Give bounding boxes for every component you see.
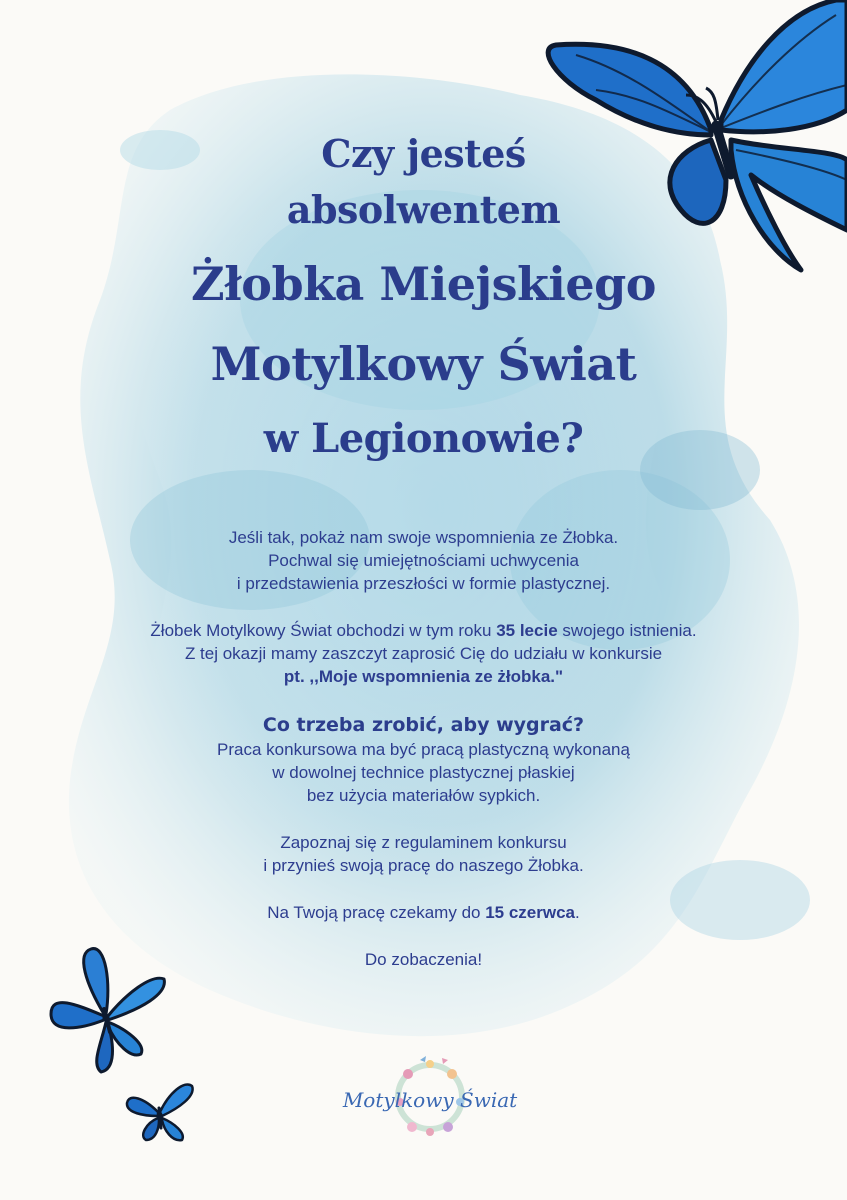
how-to-win-line-1: Praca konkursowa ma być pracą plastyczną wykonaną xyxy=(217,740,630,759)
anniversary-line-1: Żłobek Motylkowy Świat obchodzi w tym roku 35 lecie swojego istnienia. xyxy=(150,621,697,640)
title-line-3: Żłobka Miejskiego xyxy=(191,257,656,311)
intro-line-1: Jeśli tak, pokaż nam swoje wspomnienia ze Żłobka. xyxy=(228,528,619,547)
title-block xyxy=(0,128,847,466)
how-to-win-line-3: bez użycia materiałów sypkich. xyxy=(306,786,541,805)
logo-text: Motylkowy Świat xyxy=(342,1088,518,1112)
how-to-win-heading: Co trzeba zrobić, aby wygrać? xyxy=(262,714,585,736)
title-line-2: absolwentem xyxy=(286,187,561,232)
how-to-win-line-2: w dowolnej technice plastycznej płaskiej xyxy=(272,763,575,782)
title-line-4: Motylkowy Świat xyxy=(210,337,637,391)
closing-line: Do zobaczenia! xyxy=(364,950,483,969)
rules-line-1: Zapoznaj się z regulaminem konkursu xyxy=(280,833,567,852)
butterfly-icon xyxy=(124,1078,196,1144)
intro-line-3: i przedstawienia przeszłości w formie plastycznej. xyxy=(236,574,611,593)
body-text xyxy=(0,526,847,971)
rules-line-2: i przynieś swoją pracę do naszego Żłobka. xyxy=(263,856,584,875)
contest-title: pt. ,,Moje wspomnienia ze żłobka." xyxy=(283,667,564,686)
anniversary-line-2: Z tej okazji mamy zaszczyt zaprosić Cię do udziału w konkursie xyxy=(184,644,663,663)
title-line-5: w Legionowie? xyxy=(263,415,584,462)
title-line-1: Czy jesteś xyxy=(321,131,526,176)
deadline-line: Na Twoją pracę czekamy do 15 czerwca. xyxy=(267,903,580,922)
logo xyxy=(335,1052,525,1142)
intro-line-2: Pochwal się umiejętnościami uchwycenia xyxy=(268,551,579,570)
